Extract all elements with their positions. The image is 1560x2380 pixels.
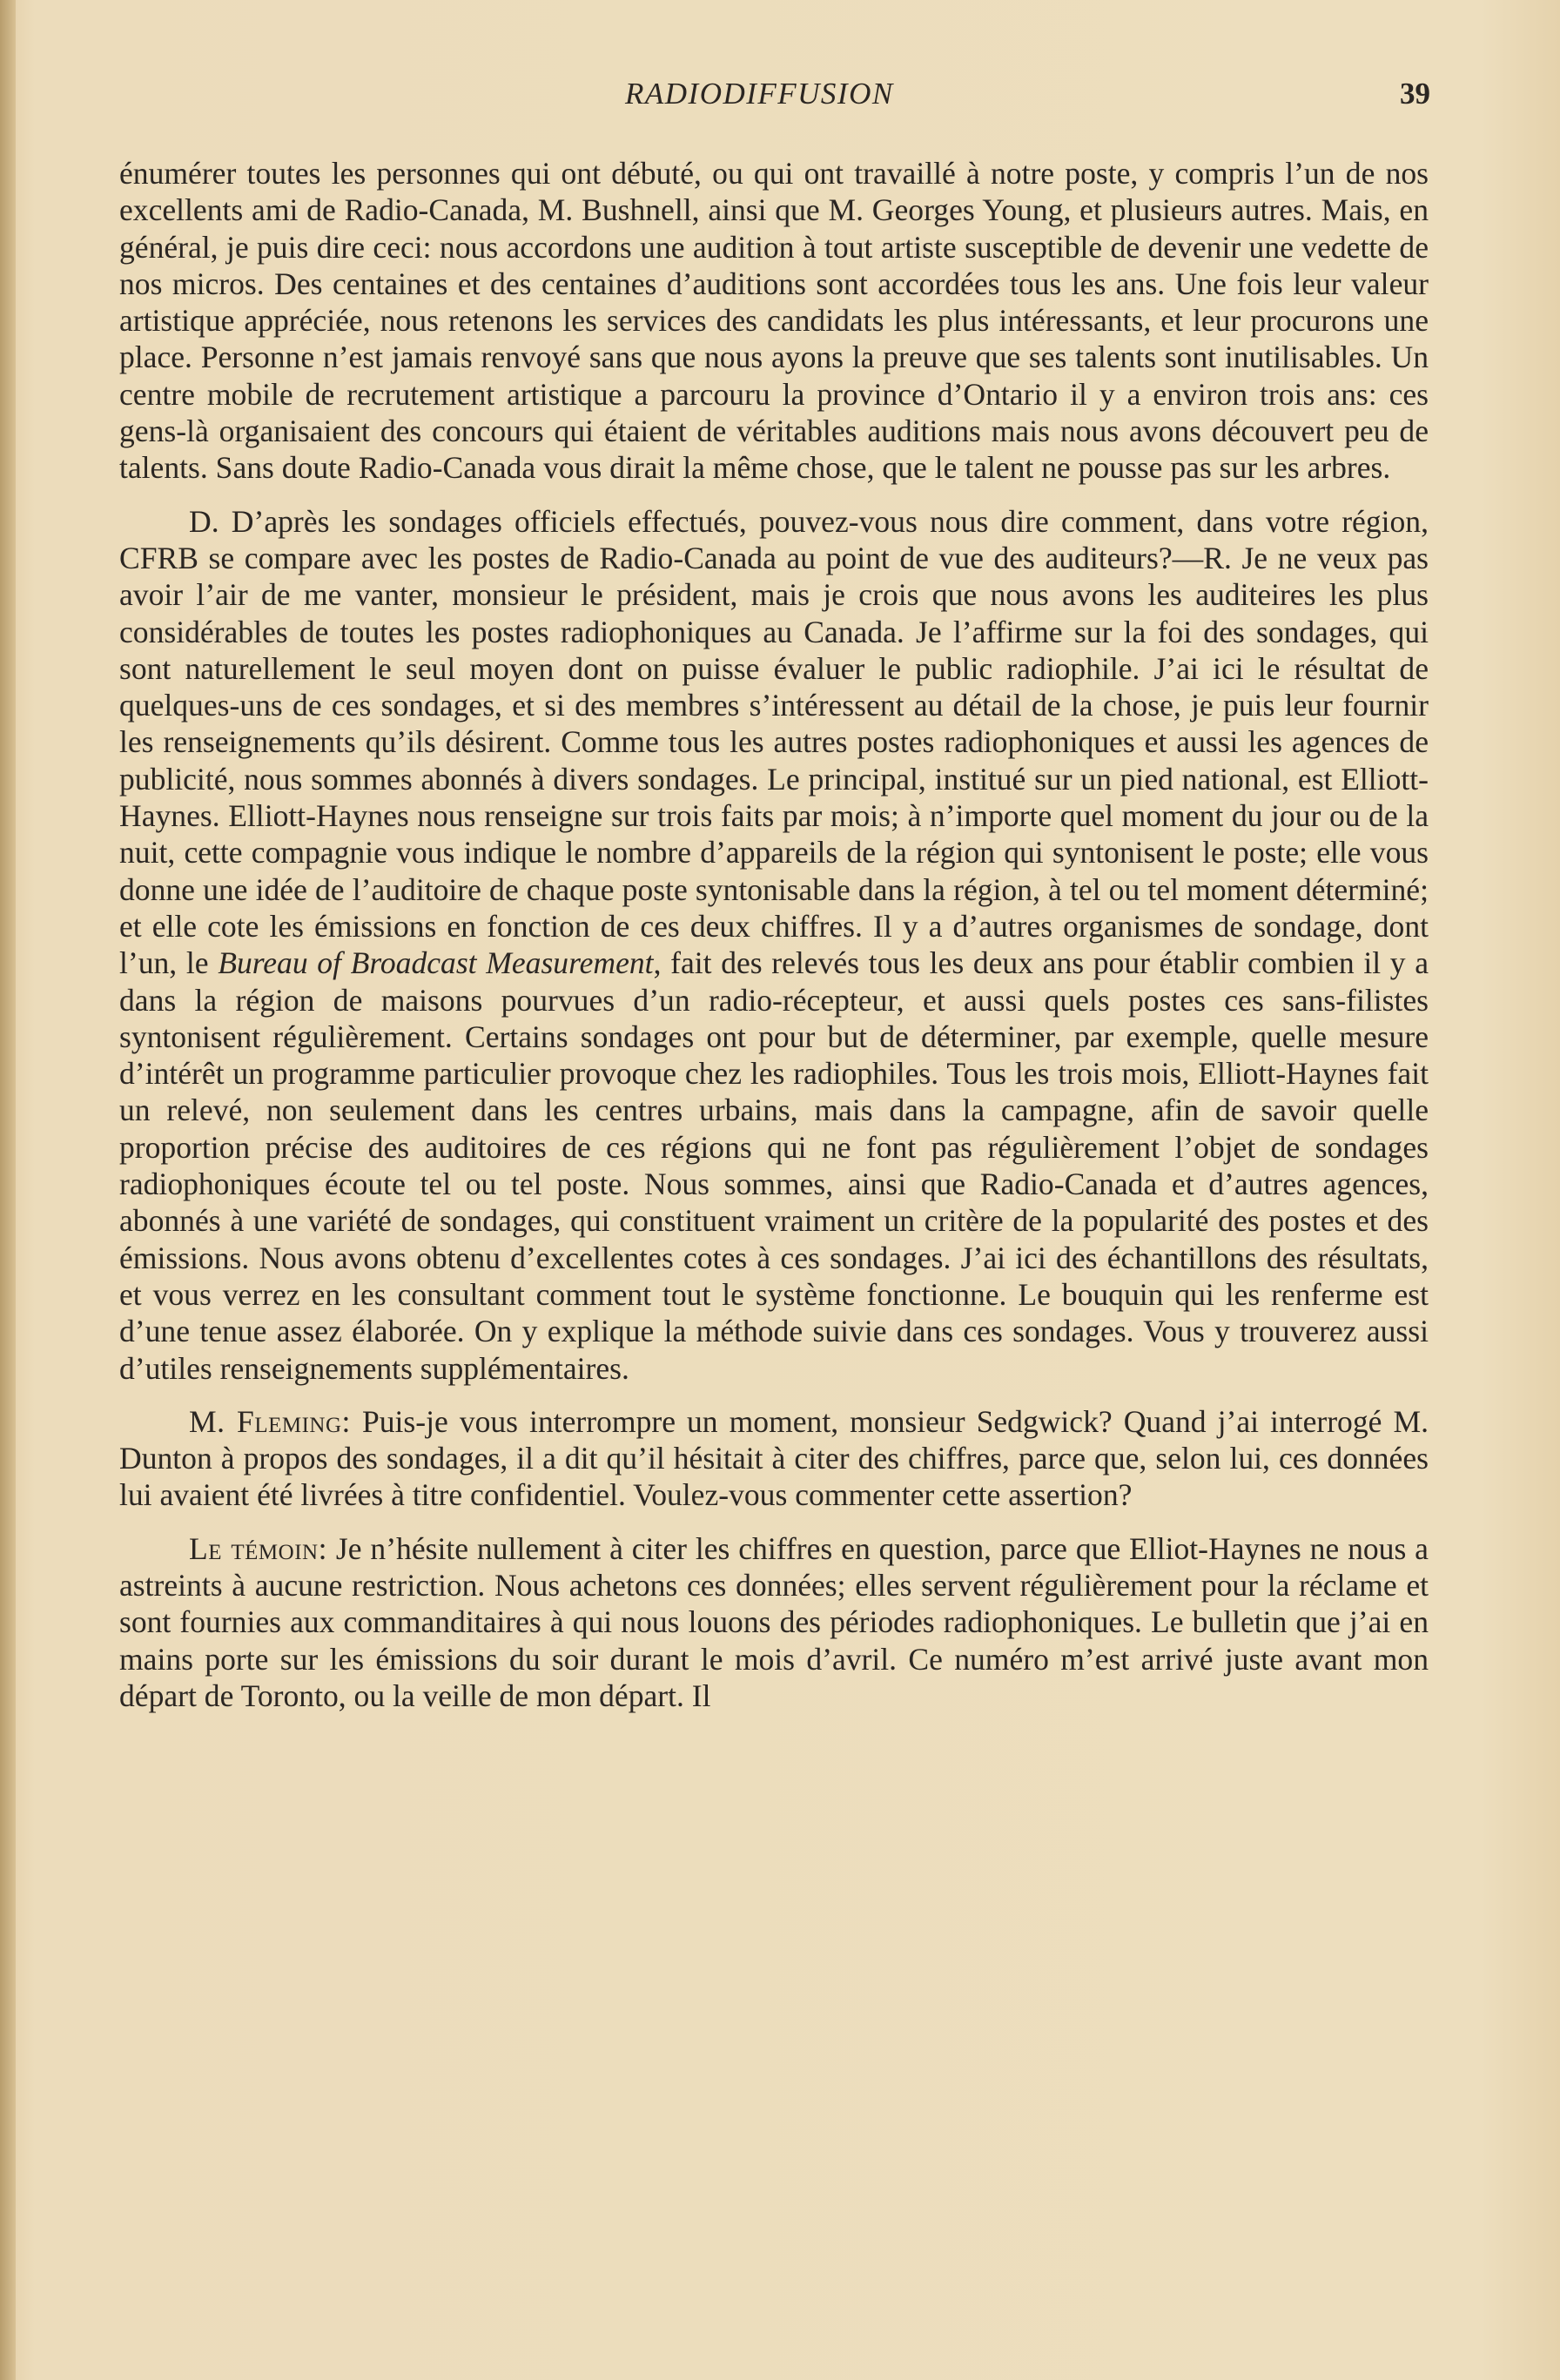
running-title: RADIODIFFUSION [625, 77, 894, 111]
paragraph-2-text-after: , fait des relevés tous les deux ans pour établir combien il y a dans la région de maisons pourvues d’un radio-récepteur, et aussi quels postes ces sans-filistes syntonisent régulièrement. Certains sondages ont pour but de déterminer, par exemple, quelle mesure d’intérêt un programme particulier provoque chez les radiophiles. Tous les trois mois, Elliott-Haynes fait un relevé, non seulement dans les centres urbains, mais dans la campagne, afin de savoir quelle proportion précise des auditoires de ces régions qui ne font pas régulièrement l’objet de sondages radiophoniques écoute tel ou tel poste. Nous sommes, ainsi que Radio-Canada et d’autres agences, abonnés à une variété de sondages, qui constituent vraiment un critère de la popularité des postes et des émissions. Nous avons obtenu d’excellentes cotes à ces sondages. J’ai ici des échantillons des résultats, et vous verrez en les consultant comment tout le système fonctionne. Le bouquin qui les renferme est d’une tenue assez élaborée. On y explique la méthode suivie dans ces sondages. Vous y trouverez aussi d’utiles renseignements supplémentaires. [119, 945, 1429, 1386]
body-text [119, 155, 1429, 1714]
paragraph-2-text-before: D. D’après les sondages officiels effectués, pouvez-vous nous dire comment, dans votre région, CFRB se compare avec les postes de Radio-Canada au point de vue des auditeurs?—R. Je ne veux pas avoir l’air de me vanter, monsieur le président, mais je crois que nous avons les auditeires les plus considérables de toutes les postes radiophoniques au Canada. Je l’affirme sur la foi des sondages, qui sont naturellement le seul moyen dont on puisse évaluer le public radiophile. J’ai ici le résultat de quelques-uns de ces sondages, et si des membres s’intéressent au détail de la chose, je puis leur fournir les renseignements qu’ils désirent. Comme tous les autres postes radiophoniques et aussi les agences de publicité, nous sommes abonnés à divers sondages. Le principal, institué sur un pied national, est Elliott-Haynes. Elliott-Haynes nous renseigne sur trois faits par mois; à n’importe quel moment du jour ou de la nuit, cette compagnie vous indique le nombre d’appareils de la région qui syntonisent le poste; elle vous donne une idée de l’auditoire de chaque poste syntonisable dans la région, à tel ou tel moment déterminé; et elle cote les émissions en fonction de ces deux chiffres. Il y a d’autres organismes de sondage, dont l’un, le [119, 503, 1429, 981]
page-binding-edge [0, 0, 16, 2380]
speaker-name: M. Fleming: [189, 1403, 351, 1439]
paragraph-2 [119, 503, 1429, 1387]
speaker-name: Le témoin: [189, 1530, 327, 1566]
publication-title: Bureau of Broadcast Measurement [218, 945, 654, 981]
paragraph-4 [119, 1530, 1429, 1714]
running-header [0, 77, 1560, 120]
paragraph-3-text: Puis-je vous interrompre un moment, monsieur Sedgwick? Quand j’ai interrogé M. Dunton à propos des sondages, il a dit qu’il hésitait à citer des chiffres, parce que, selon lui, ces données lui avaient été livrées à titre confidentiel. Voulez-vous commenter cette assertion? [119, 1403, 1429, 1513]
paragraph-3 [119, 1403, 1429, 1514]
paragraph-4-text: Je n’hésite nullement à citer les chiffres en question, parce que Elliot-Haynes ne nous a astreints à aucune restriction. Nous achetons ces données; elles servent régulièrement pour la réclame et sont fournies aux commanditaires à qui nous louons des périodes radiophoniques. Le bulletin que j’ai en mains porte sur les émissions du soir durant le mois d’avril. Ce numéro m’est arrivé juste avant mon départ de Toronto, ou la veille de mon départ. Il [119, 1530, 1429, 1713]
paragraph-1: énumérer toutes les personnes qui ont débuté, ou qui ont travaillé à notre poste, y compris l’un de nos excellents ami de Radio-Canada, M. Bushnell, ainsi que M. Georges Young, et plusieurs autres. Mais, en général, je puis dire ceci: nous accordons une audition à tout artiste susceptible de devenir une vedette de nos micros. Des centaines et des centaines d’auditions sont accordées tous les ans. Une fois leur valeur artistique appréciée, nous retenons les services des candidats les plus intéressants, et leur procurons une place. Personne n’est jamais renvoyé sans que nous ayons la preuve que ses talents sont inutilisables. Un centre mobile de recrutement artistique a parcouru la province d’Ontario il y a environ trois ans: ces gens-là organisaient des concours qui étaient de véritables auditions mais nous avons découvert peu de talents. Sans doute Radio-Canada vous dirait la même chose, que le talent ne pousse pas sur les arbres. [119, 156, 1429, 486]
page-number: 39 [1400, 77, 1430, 111]
